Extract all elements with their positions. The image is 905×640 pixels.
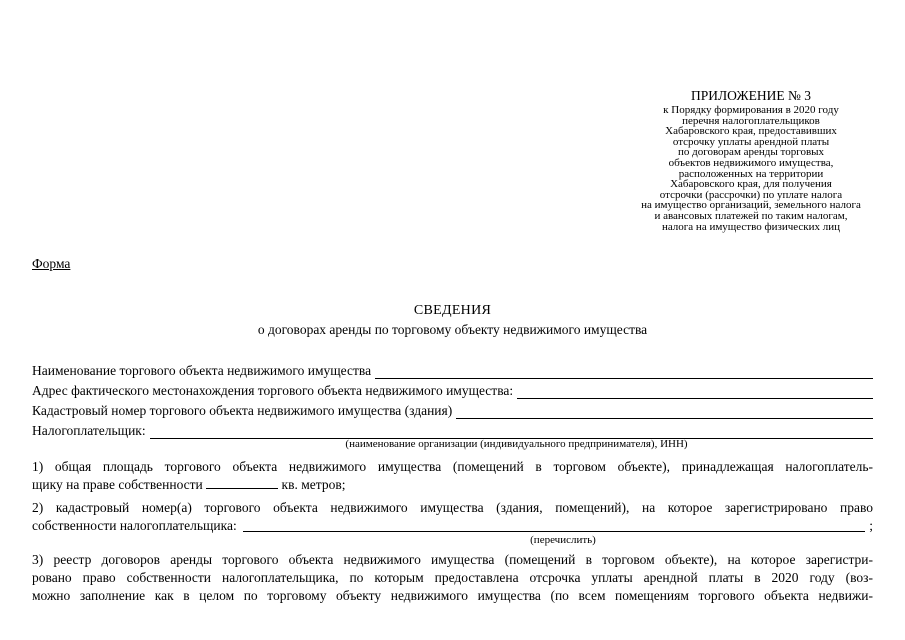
item-1-label: щику на праве собственности	[32, 477, 203, 492]
item-2-hint: (перечислить)	[530, 534, 596, 546]
item-3-paragraph	[32, 551, 873, 605]
cadastral-number-blank[interactable]	[456, 405, 873, 419]
appendix-line: Хабаровского края, для получения	[670, 178, 832, 191]
object-address-field	[32, 382, 873, 399]
appendix-line: отсрочку уплаты арендной платы	[672, 135, 830, 148]
appendix-line: и авансовых платежей по таким налогам,	[654, 209, 848, 222]
item-1-paragraph	[32, 458, 873, 494]
item-2-line: 2) кадастровый номер(а) торгового объекта недвижимого имущества (здания, помещений), на которое зарегистрировано право	[32, 500, 873, 515]
item-2-end: ;	[869, 518, 873, 533]
taxpayer-blank[interactable]	[150, 425, 873, 439]
item-2-line	[32, 517, 873, 535]
appendix-line: отсрочки (рассрочки) по уплате налога	[659, 188, 843, 201]
area-blank[interactable]	[206, 476, 278, 489]
taxpayer-hint: (наименование организации (индивидуального предпринимателя), ИНН)	[345, 438, 688, 450]
appendix-line: перечня налогоплательщиков	[682, 114, 820, 127]
document-title: СВЕДЕНИЯ	[413, 303, 492, 318]
item-2-label: собственности налогоплательщика:	[32, 518, 237, 533]
item-1-unit: кв. метров;	[281, 477, 346, 492]
appendix-line: Хабаровского края, предоставивших	[665, 125, 837, 138]
item-3-line: ровано право собственности налогоплательщика, по которым предоставлена отсрочка уплаты арендной платы в 2020 году (воз-	[32, 570, 873, 585]
object-name-blank[interactable]	[375, 365, 873, 379]
appendix-line: по договорам аренды торговых	[677, 146, 825, 159]
object-address-label: Адрес фактического местонахождения торгового объекта недвижимого имущества:	[32, 383, 514, 398]
item-1-line	[32, 476, 873, 494]
form-label: Форма	[32, 256, 71, 271]
cadastral-list-blank[interactable]	[243, 519, 866, 532]
object-name-label: Наименование торгового объекта недвижимого имущества	[32, 363, 372, 378]
appendix-line: объектов недвижимого имущества,	[668, 156, 834, 169]
cadastral-number-field	[32, 402, 873, 419]
document-subtitle: о договорах аренды по торговому объекту недвижимого имущества	[257, 322, 648, 337]
appendix-line: расположенных на территории	[678, 167, 824, 180]
taxpayer-label: Налогоплательщик:	[32, 423, 146, 438]
appendix-block	[612, 88, 890, 232]
appendix-line: к Порядку формирования в 2020 году	[663, 104, 839, 116]
cadastral-number-label: Кадастровый номер торгового объекта недвижимого имущества (здания)	[32, 403, 453, 418]
object-name-field	[32, 362, 873, 379]
item-3-line: 3) реестр договоров аренды торгового объекта недвижимого имущества (помещений в торговом объекте), на которое зарегистри-	[32, 552, 873, 567]
appendix-title: ПРИЛОЖЕНИЕ № 3	[690, 88, 812, 103]
item-1-line: 1) общая площадь торгового объекта недвижимого имущества (помещений в торговом объекте), принадлежащая налогоплатель-	[32, 459, 873, 474]
item-3-line: можно заполнение как в целом по торговому объекту недвижимого имущества (по всем помещениям торгового объекта недвижи-	[32, 588, 873, 603]
appendix-line: на имущество организаций, земельного налога	[641, 199, 861, 212]
item-2-paragraph	[32, 499, 873, 535]
taxpayer-field	[32, 422, 873, 439]
appendix-line: налога на имущество физических лиц	[661, 220, 841, 233]
object-address-blank[interactable]	[517, 385, 873, 399]
